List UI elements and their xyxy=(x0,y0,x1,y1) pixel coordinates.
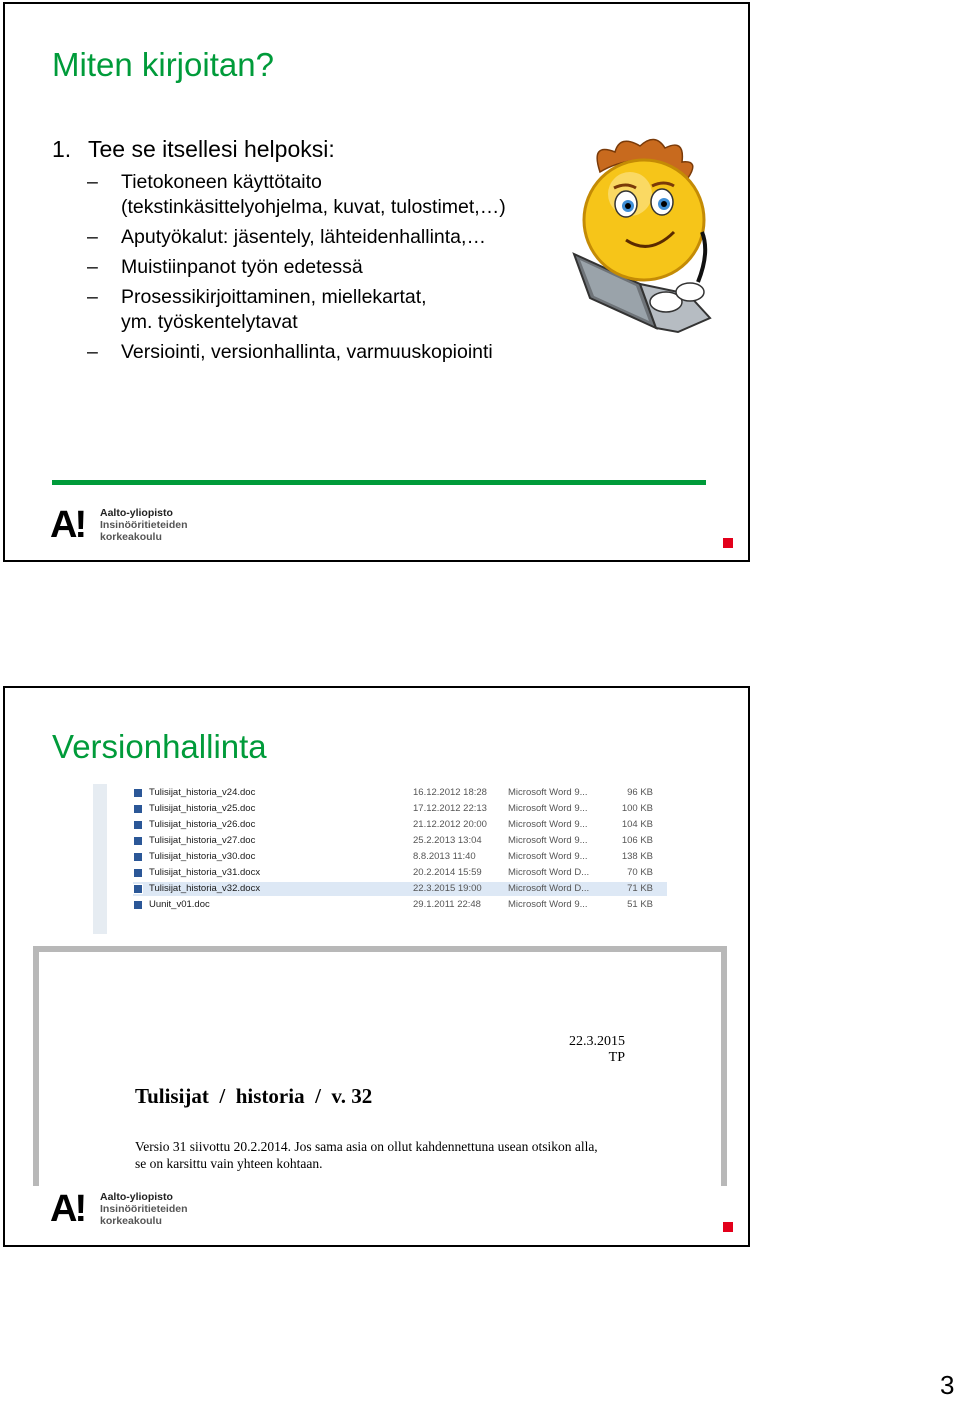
dash-marker: – xyxy=(87,286,98,308)
file-name: Tulisijat_historia_v31.docx xyxy=(149,867,261,878)
file-type: Microsoft Word D... xyxy=(508,867,590,878)
file-name: Tulisijat_historia_v25.doc xyxy=(149,803,256,814)
list-item xyxy=(87,170,506,220)
file-name: Uunit_v01.doc xyxy=(149,899,210,910)
slide-2 xyxy=(3,686,750,1247)
logo-line: korkeakoulu xyxy=(100,531,162,543)
word-file-icon xyxy=(133,868,143,878)
item-number: 1. xyxy=(52,136,72,162)
logo-line: Aalto-yliopisto xyxy=(100,507,173,519)
document-initials: TP xyxy=(608,1050,625,1065)
file-type: Microsoft Word 9... xyxy=(508,787,588,798)
word-file-icon xyxy=(133,900,143,910)
green-divider xyxy=(52,480,706,485)
bullet-line: Prosessikirjoittaminen, miellekartat, xyxy=(121,286,427,308)
logo-line: korkeakoulu xyxy=(100,1215,162,1227)
word-file-icon xyxy=(133,820,143,830)
file-type: Microsoft Word 9... xyxy=(508,899,588,910)
document-body xyxy=(135,1138,598,1172)
file-row-selected xyxy=(133,882,667,896)
document-heading: Tulisijat / historia / v. 32 xyxy=(135,1084,373,1108)
file-size: 106 KB xyxy=(621,835,653,846)
file-size: 70 KB xyxy=(627,867,653,878)
word-file-icon xyxy=(133,836,143,846)
document-body-line: Versio 31 siivottu 20.2.2014. Jos sama asia on ollut kahdennettuna usean otsikon alla, xyxy=(135,1139,598,1154)
red-square-marker xyxy=(723,1222,733,1232)
slide-1 xyxy=(3,2,750,562)
file-name: Tulisijat_historia_v32.docx xyxy=(149,883,261,894)
bullet-list xyxy=(87,170,506,370)
file-name: Tulisijat_historia_v27.doc xyxy=(149,835,256,846)
file-date: 8.8.2013 11:40 xyxy=(413,851,476,862)
list-item xyxy=(87,285,506,335)
logo-mark: A! xyxy=(50,504,85,546)
list-item xyxy=(87,255,506,280)
word-file-icon xyxy=(133,788,143,798)
file-type: Microsoft Word 9... xyxy=(508,803,588,814)
logo-line: Insinööritieteiden xyxy=(100,1203,188,1215)
file-date: 17.12.2012 22:13 xyxy=(413,803,487,814)
red-square-marker xyxy=(723,538,733,548)
word-file-icon xyxy=(133,852,143,862)
file-size: 104 KB xyxy=(621,819,653,830)
logo-text xyxy=(100,1191,188,1227)
numbered-item xyxy=(52,136,335,163)
page-number: 3 xyxy=(940,1370,955,1400)
file-name: Tulisijat_historia_v24.doc xyxy=(149,787,256,798)
bullet-line: Aputyökalut: jäsentely, lähteidenhallinta,… xyxy=(121,226,486,248)
bullet-line: Tietokoneen käyttötaito xyxy=(121,171,322,193)
slide-title: Miten kirjoitan? xyxy=(52,46,274,83)
document-page xyxy=(39,952,721,1186)
dash-marker: – xyxy=(87,256,98,278)
file-name: Tulisijat_historia_v30.doc xyxy=(149,851,256,862)
document-date-block xyxy=(569,1034,625,1066)
item-text: Tee se itsellesi helpoksi: xyxy=(88,136,335,162)
file-size: 96 KB xyxy=(627,787,653,798)
file-date: 29.1.2011 22:48 xyxy=(413,899,481,910)
bullet-line: (tekstinkäsittelyohjelma, kuvat, tulostimet,…) xyxy=(121,196,506,218)
file-size: 51 KB xyxy=(627,899,653,910)
logo-line: Insinööritieteiden xyxy=(100,519,188,531)
file-size: 100 KB xyxy=(621,803,653,814)
file-type: Microsoft Word 9... xyxy=(508,835,588,846)
smiley-laptop-illustration xyxy=(570,132,720,342)
dash-marker: – xyxy=(87,341,98,363)
file-list-screenshot xyxy=(93,784,663,934)
dash-marker: – xyxy=(87,226,98,248)
word-file-icon xyxy=(133,884,143,894)
bullet-line: Versiointi, versionhallinta, varmuuskopiointi xyxy=(121,341,493,363)
bullet-line: ym. työskentelytavat xyxy=(121,311,298,333)
logo-mark: A! xyxy=(50,1188,85,1230)
file-type: Microsoft Word 9... xyxy=(508,819,588,830)
list-item xyxy=(87,225,506,250)
list-item xyxy=(87,340,506,365)
document-date: 22.3.2015 xyxy=(569,1034,625,1049)
file-date: 22.3.2015 19:00 xyxy=(413,883,482,894)
file-size: 138 KB xyxy=(621,851,653,862)
file-date: 21.12.2012 20:00 xyxy=(413,819,487,830)
file-name: Tulisijat_historia_v26.doc xyxy=(149,819,256,830)
file-date: 25.2.2013 13:04 xyxy=(413,835,482,846)
file-date: 16.12.2012 18:28 xyxy=(413,787,487,798)
document-preview xyxy=(33,946,727,1186)
slide-title: Versionhallinta xyxy=(52,728,267,765)
logo-line: Aalto-yliopisto xyxy=(100,1191,173,1203)
dash-marker: – xyxy=(87,171,98,193)
file-type: Microsoft Word D... xyxy=(508,883,590,894)
bullet-line: Muistiinpanot työn edetessä xyxy=(121,256,363,278)
word-file-icon xyxy=(133,804,143,814)
file-size: 71 KB xyxy=(627,883,653,894)
logo-text xyxy=(100,507,188,543)
file-type: Microsoft Word 9... xyxy=(508,851,588,862)
file-date: 20.2.2014 15:59 xyxy=(413,867,482,878)
document-body-line: se on karsittu vain yhteen kohtaan. xyxy=(135,1156,323,1171)
